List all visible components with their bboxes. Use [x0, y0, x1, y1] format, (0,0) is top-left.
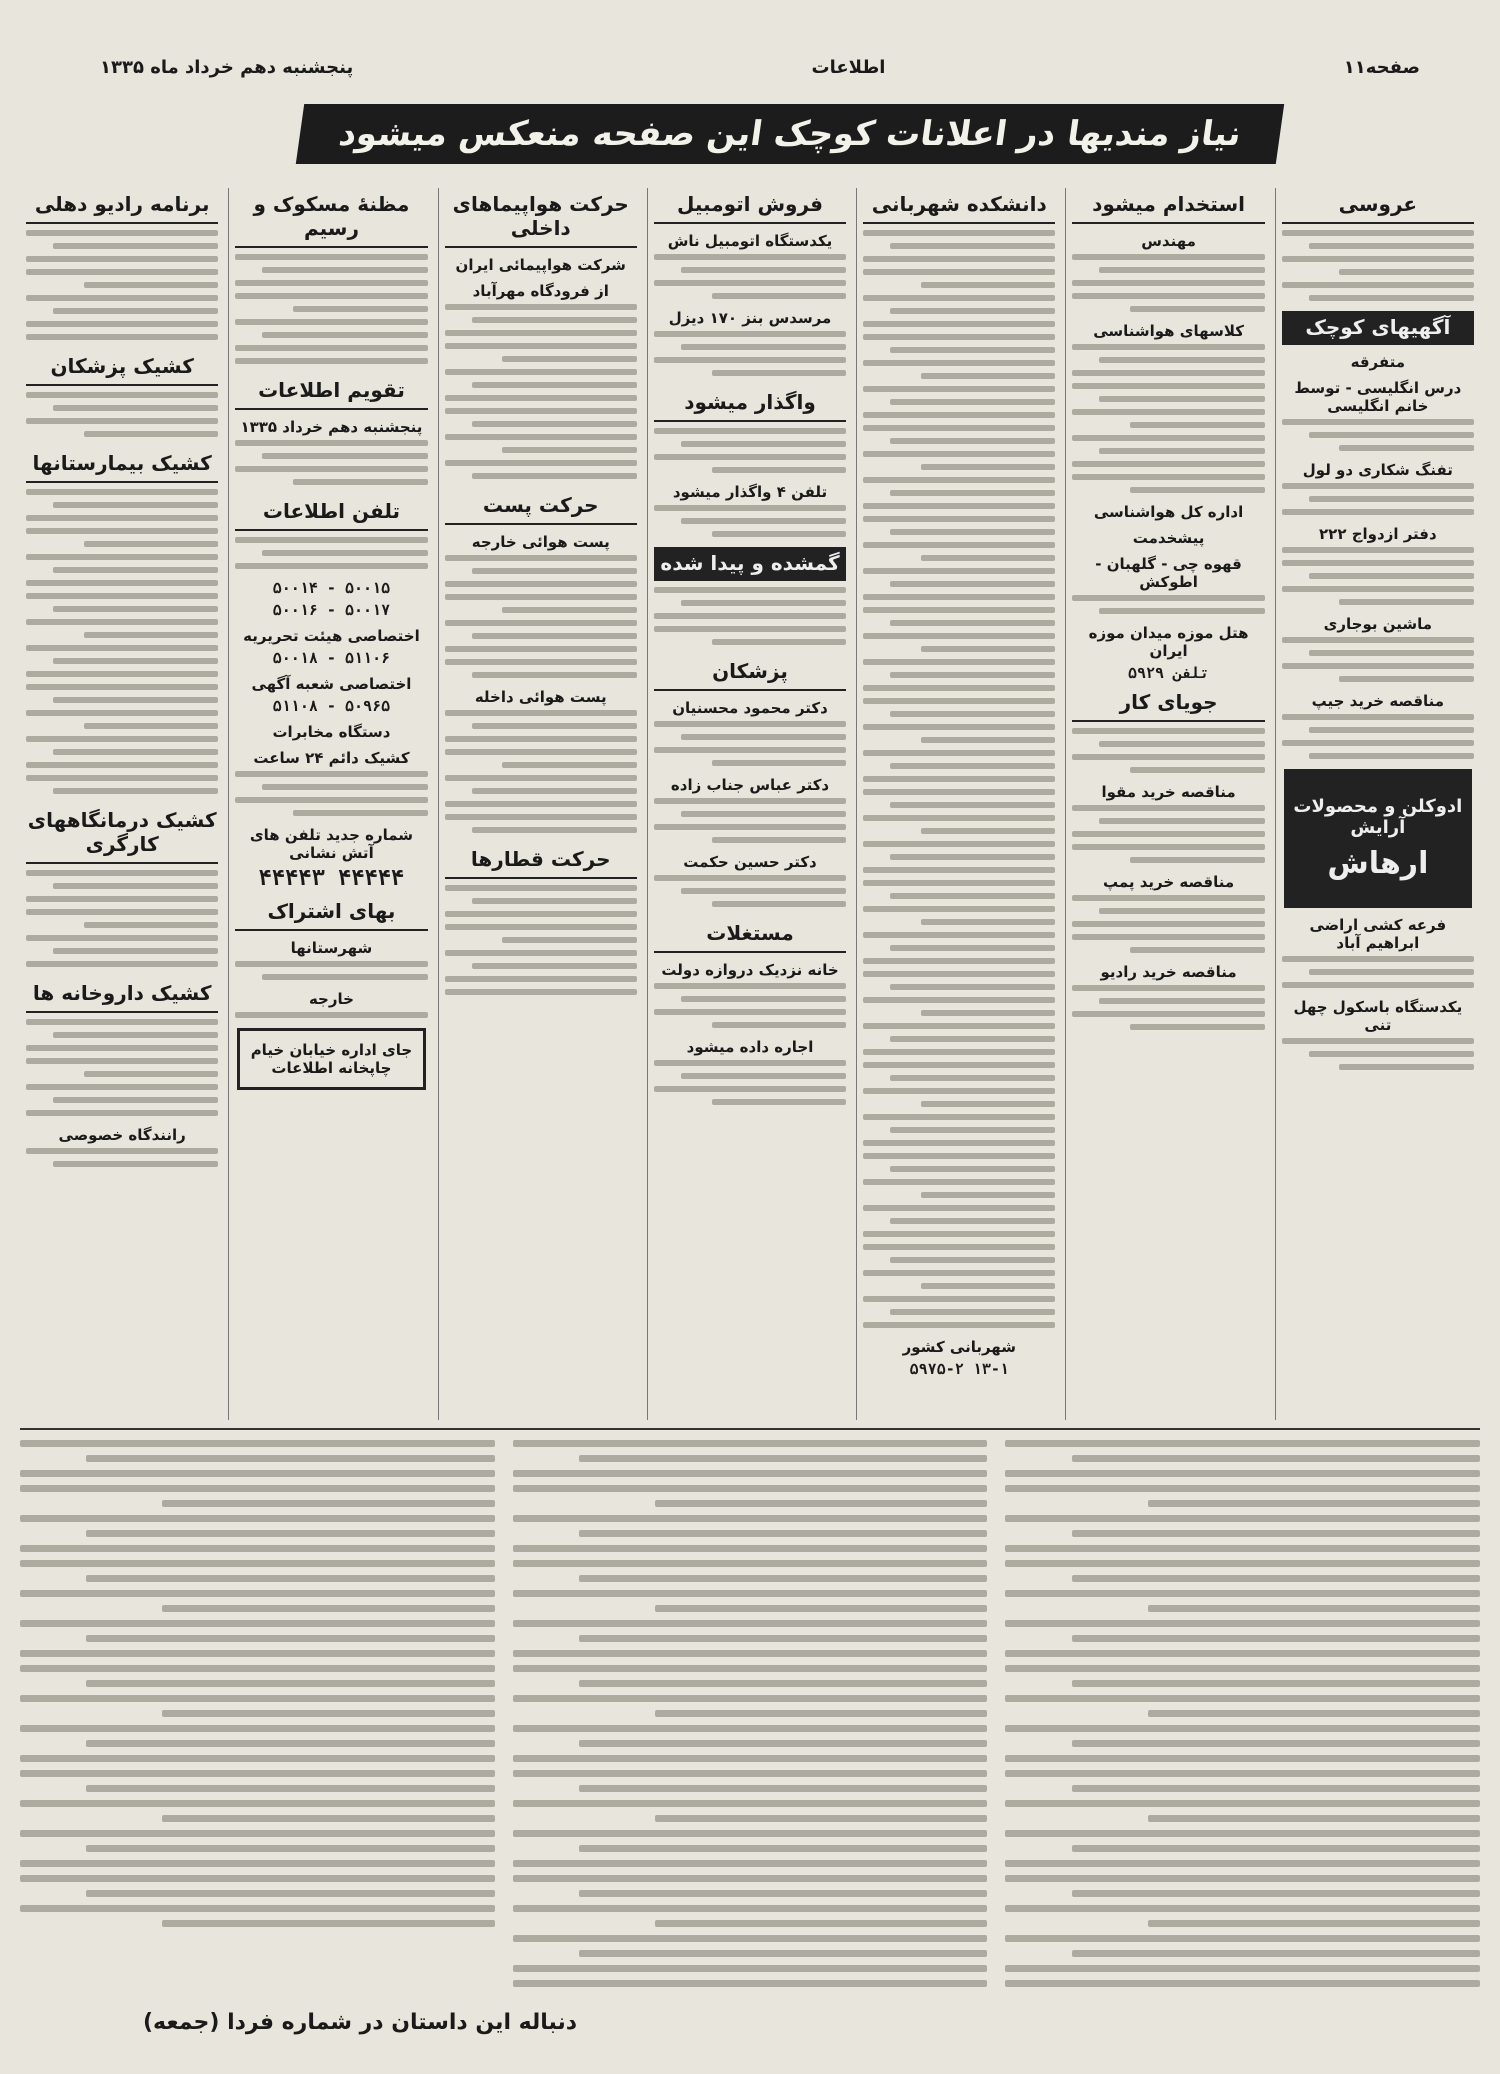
subheading: اختصاصی شعبه آگهی — [251, 675, 412, 693]
subheading: مرسدس بنز ۱۷۰ دیزل — [668, 309, 832, 327]
classifieds-banner: نیاز مندیها در اعلانات کوچک این صفحه منعکس میشود — [296, 104, 1284, 164]
subheading: یکدستگاه اتومبیل ناش — [667, 232, 833, 250]
subheading: مستغلات — [654, 917, 846, 953]
subheading: جویای کار — [1072, 686, 1264, 722]
column-heading: حرکت هواپیماهای داخلی — [445, 188, 637, 248]
subheading: کلاسهای هواشناسی — [1093, 322, 1244, 340]
column-exchange — [228, 188, 433, 1420]
imprint-box: جای اداره خیابان خیام چاپخانه اطلاعات — [237, 1028, 425, 1090]
subheading: کشیک داروخانه ها — [26, 977, 218, 1013]
story-column — [513, 1440, 988, 2050]
subheading: واگذار میشود — [654, 386, 846, 422]
subheading: گمشده و پیدا شده — [654, 547, 846, 581]
column-hiring — [1065, 188, 1270, 1420]
subheading: کشیک پزشکان — [26, 350, 218, 386]
ad-brand: ارهاش — [1327, 846, 1429, 881]
story-column — [1005, 1440, 1480, 2050]
subheading: پیشخدمت — [1132, 529, 1205, 547]
subheading: مهندس — [1141, 232, 1196, 250]
column-radio — [20, 188, 224, 1420]
column-heading: استخدام میشود — [1072, 188, 1264, 224]
subheading: فرعه کشی اراضی ابراهیم آباد — [1309, 916, 1447, 952]
subheading: قهوه چی - گلهبان - اطوکش — [1095, 555, 1242, 591]
subheading: ماشین بوجاری — [1323, 615, 1433, 633]
paper-name: اطلاعات — [811, 56, 886, 78]
subheading: متفرقه — [1350, 353, 1406, 371]
subheading: دکتر محمود محسنیان — [672, 699, 828, 717]
subheading: شماره جدید تلفن های آتش نشانی — [249, 826, 414, 862]
subheading: هتل موزه میدان موزه ایران — [1088, 624, 1249, 660]
subheading: پست هوائی داخله — [474, 688, 607, 706]
subheading: مناقصه خرید رادیو — [1100, 963, 1237, 981]
subheading: خارجه — [308, 990, 354, 1008]
subheading: یکدستگاه باسکول چهل تنی — [1293, 998, 1463, 1034]
subheading: پزشکان — [654, 655, 846, 691]
subheading: تلفن ۴ واگذار میشود — [672, 483, 828, 501]
subheading: حرکت قطارها — [445, 843, 637, 879]
subheading: آگهیهای کوچک — [1282, 311, 1474, 345]
subheading: اجاره داده میشود — [686, 1038, 814, 1056]
issue-date: پنجشنبه دهم خرداد ماه ۱۳۳۵ — [100, 56, 354, 78]
phone-number: ۵۰۰۱۷ - ۵۰۰۱۶ — [272, 601, 391, 619]
phone-number: ۱۳-۱ ۵۹۷۵-۲ — [909, 1360, 1009, 1378]
column-heading: عروسی — [1282, 188, 1474, 224]
phone-number: ۵۰۰۱۵ - ۵۰۰۱۴ — [272, 579, 391, 597]
subheading: خانه نزدیک دروازه دولت — [661, 961, 839, 979]
column-wedding — [1275, 188, 1480, 1420]
column-heading: مظنهٔ مسکوک و رسیم — [235, 188, 427, 248]
column-police-college — [856, 188, 1061, 1420]
column-heading: برنامه رادیو دهلی — [26, 188, 218, 224]
subheading: پنجشنبه دهم خرداد ۱۳۳۵ — [240, 418, 423, 436]
phone-number: ۵۰۹۶۵ - ۵۱۱۰۸ — [272, 697, 391, 715]
subheading: اداره کل هواشناسی — [1093, 503, 1244, 521]
subheading: دکتر حسین حکمت — [683, 853, 817, 871]
subheading: بهای اشتراک — [235, 895, 427, 931]
subheading: تفنگ شکاری دو لول — [1302, 461, 1453, 479]
column-heading: دانشکده شهربانی — [863, 188, 1055, 224]
subheading: دستگاه مخابرات — [272, 723, 391, 741]
phone-number: تلفن ۵۹۲۹ — [1127, 664, 1210, 682]
phone-number: ۴۴۴۴۴ ۴۴۴۴۳ — [258, 866, 405, 891]
subheading: کشیک دائم ۲۴ ساعت — [253, 749, 410, 767]
subheading: مناقصه خرید پمپ — [1102, 873, 1235, 891]
cosmetics-ad — [1284, 769, 1472, 908]
continued-note: دنباله این داستان در شماره فردا (جمعه) — [142, 2010, 578, 2035]
story-column — [20, 1440, 495, 2050]
subheading: دکتر عباس جناب زاده — [670, 776, 830, 794]
subheading: شهربانی کشور — [902, 1338, 1016, 1356]
subheading: تقویم اطلاعات — [235, 374, 427, 410]
subheading: حرکت پست — [445, 489, 637, 525]
serial-story — [20, 1428, 1480, 2050]
subheading: دفتر ازدواج ۲۲۲ — [1319, 525, 1437, 543]
subheading: مناقصه خرید جیپ — [1311, 692, 1445, 710]
subheading: از فرودگاه مهرآباد — [472, 282, 609, 300]
subheading: درس انگلیسی - توسط خانم انگلیسی — [1294, 379, 1462, 415]
masthead — [100, 50, 1420, 84]
subheading: شهرستانها — [290, 939, 373, 957]
column-flights — [438, 188, 643, 1420]
ad-subtitle: ادوکلن و محصولات آرایش — [1293, 796, 1463, 838]
column-cars-doctors — [647, 188, 852, 1420]
subheading: تلفن اطلاعات — [235, 495, 427, 531]
classified-columns — [20, 188, 1480, 1420]
subheading: کشیک درمانگاههای کارگری — [26, 804, 218, 864]
phone-number: ۵۱۱۰۶ - ۵۰۰۱۸ — [272, 649, 391, 667]
subheading: اختصاصی هیئت تحریریه — [243, 627, 420, 645]
subheading: رانندگاه خصوصی — [58, 1126, 186, 1144]
page-number: صفحه۱۱ — [1343, 56, 1420, 78]
subheading: کشیک بیمارستانها — [26, 447, 218, 483]
subheading: پست هوائی خارجه — [471, 533, 610, 551]
column-heading: فروش اتومبیل — [654, 188, 846, 224]
subheading: شرکت هواپیمائی ایران — [455, 256, 626, 274]
subheading: مناقصه خرید مقوا — [1101, 783, 1236, 801]
